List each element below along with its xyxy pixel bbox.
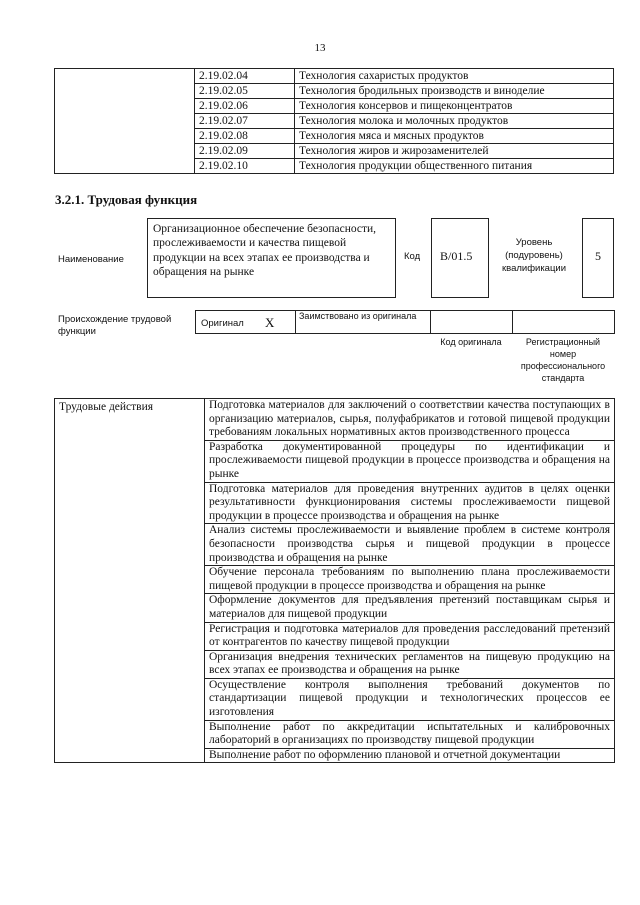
specialty-name: Технология жиров и жирозаменителей [295,144,614,159]
level-value: 5 [582,218,614,298]
specialty-name: Технология продукции общественного питания [295,159,614,174]
level-label: Уровень (подуровень) квалификации [501,237,567,274]
labor-action-row [55,399,615,441]
labor-action-item: Организация внедрения технических регламентов на пищевую продукцию на всех этапах ее производства и обращения на рынке [205,650,615,678]
specialty-code: 2.19.02.08 [195,129,295,144]
labor-action-item: Оформление документов для предъявления претензий поставщикам сырья и материалов для пищевой продукции [205,594,615,622]
specialty-name: Технология мяса и мясных продуктов [295,129,614,144]
specialty-code: 2.19.02.10 [195,159,295,174]
borrowed-label: Заимствовано из оригинала [299,311,417,321]
specialty-code: 2.19.02.05 [195,84,295,99]
function-code-value: B/01.5 [431,218,489,298]
labor-action-item: Выполнение работ по оформлению плановой и отчетной документации [205,748,615,763]
origin-label: Происхождение трудовой функции [58,314,172,337]
codes-table-row [55,69,614,84]
specialty-name: Технология молока и молочных продуктов [295,114,614,129]
labor-action-item: Разработка документированной процедуры по идентификации и прослеживаемости пищевой продукции в процессе производства и обращения на рынке [205,440,615,482]
specialty-name: Технология сахаристых продуктов [295,69,614,84]
page-number: 13 [314,42,326,54]
specialty-code: 2.19.02.06 [195,99,295,114]
specialty-name: Технология консервов и пищеконцентратов [295,99,614,114]
registration-number-caption: Регистрационный номер профессионального стандарта [520,337,606,383]
name-label: Наименование [58,254,124,265]
specialty-name: Технология бродильных производств и виноделие [295,84,614,99]
labor-action-item: Регистрация и подготовка материалов для проведения расследований претензий от контрагентов по качеству пищевой продукции [205,622,615,650]
code-label: Код [404,251,421,262]
specialty-code: 2.19.02.07 [195,114,295,129]
code-original-caption: Код оригинала [440,337,502,347]
specialty-code: 2.19.02.04 [195,69,295,84]
labor-actions-header: Трудовые действия [55,399,205,763]
labor-action-item: Обучение персонала требованиям по выполнению плана прослеживаемости пищевой продукции в процессе производства и обращения на рынке [205,566,615,594]
labor-action-item: Осуществление контроля выполнения требований документов по стандартизации пищевой продукции и технологических процессов ее изготовления [205,678,615,720]
specialty-code: 2.19.02.09 [195,144,295,159]
labor-action-item: Подготовка материалов для заключений о соответствии качества поступающих в организацию материалов, сырья, полуфабрикатов и готовой пищевой продукции требованиям локальных нормативных актов производственного процесса [205,399,615,441]
labor-actions-table [54,398,615,763]
original-label: Оригинал [201,318,244,329]
labor-action-item: Анализ системы прослеживаемости и выявление проблем в системе контроля безопасности производства сырья и пищевой продукции в процессе производства и обращения на рынке [205,524,615,566]
specialty-codes-table [54,68,614,174]
original-mark: X [265,315,275,330]
labor-action-item: Выполнение работ по аккредитации испытательных и калибровочных лабораторий в организациях по производству пищевой продукции [205,720,615,748]
labor-action-item: Подготовка материалов для проведения внутренних аудитов в целях оценки результативности функционирования системы прослеживаемости пищевой продукции в процессе производства и обращения на рынке [205,482,615,524]
section-title: 3.2.1. Трудовая функция [55,192,198,207]
function-name-value: Организационное обеспечение безопасности, прослеживаемости и качества пищевой продукции на всех этапах ее производства и обращения на рынке [147,218,396,298]
codes-empty-cell [55,69,195,174]
